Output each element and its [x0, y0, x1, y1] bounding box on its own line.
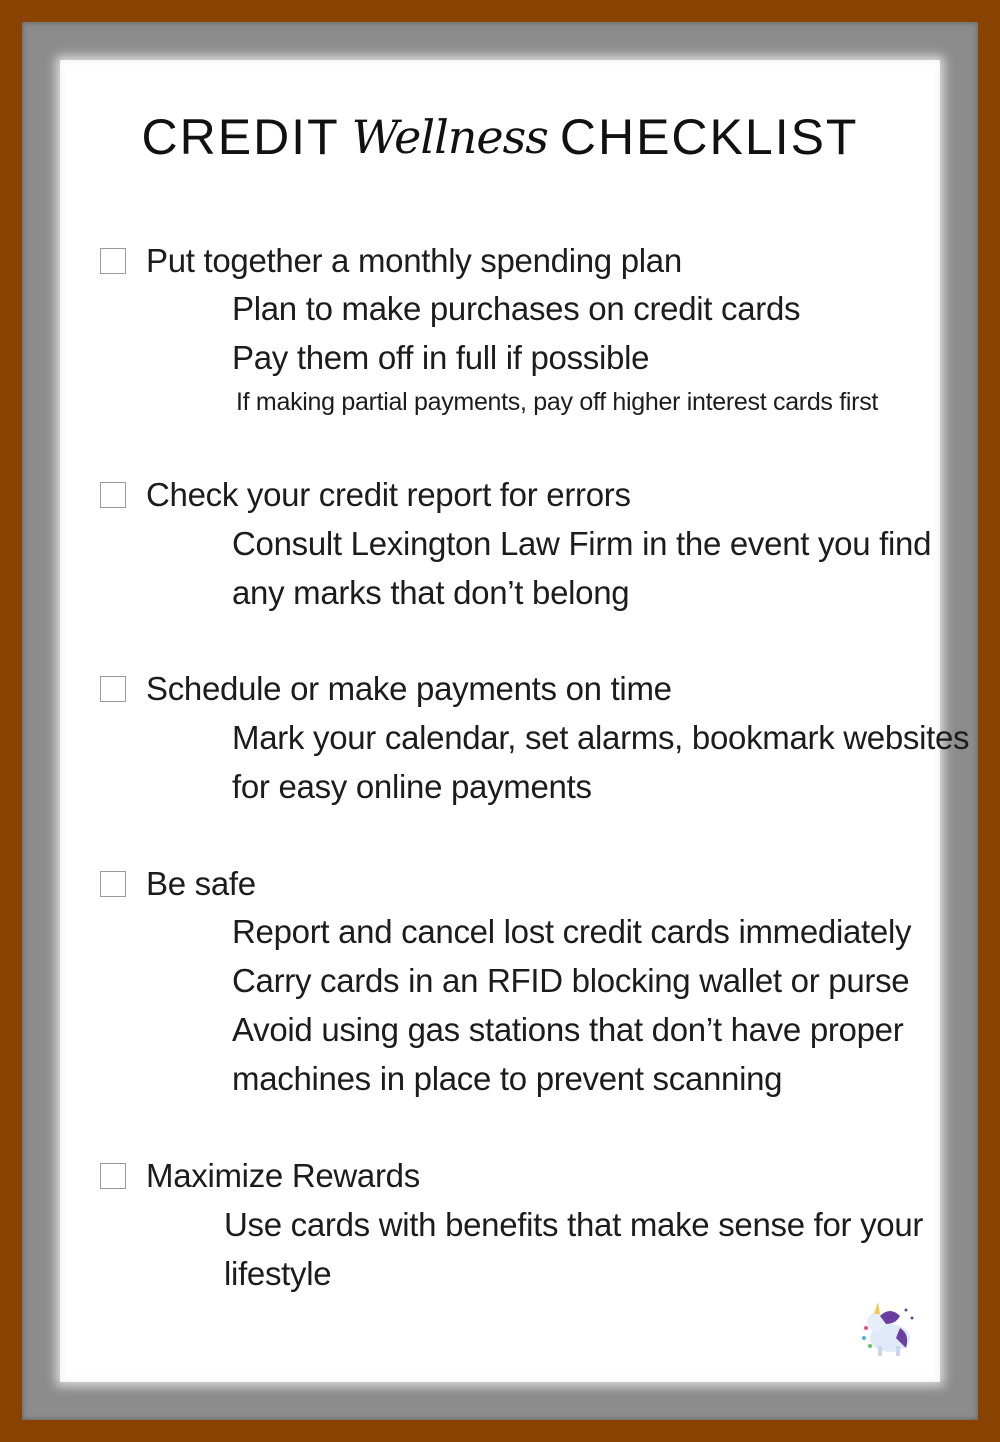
- item-detail: Plan to make purchases on credit cards: [232, 290, 801, 327]
- checkbox-icon[interactable]: [100, 1163, 126, 1189]
- item-detail: Use cards with benefits that make sense for your: [224, 1206, 924, 1243]
- item-detail: Report and cancel lost credit cards immediately: [232, 913, 912, 950]
- unicorn-logo-icon: [856, 1298, 920, 1362]
- title-wellness-script: Wellness: [351, 110, 548, 164]
- item-detail: lifestyle: [224, 1255, 332, 1292]
- item-detail: Consult Lexington Law Firm in the event you find: [232, 525, 932, 562]
- item-heading: Maximize Rewards: [146, 1157, 420, 1194]
- checkbox-icon[interactable]: [100, 482, 126, 508]
- title-checklist: CHECKLIST: [559, 109, 859, 165]
- item-detail: any marks that don’t belong: [232, 574, 630, 611]
- title-credit: CREDIT: [141, 109, 340, 165]
- item-detail: Mark your calendar, set alarms, bookmark websites: [232, 719, 970, 756]
- page-title: [0, 108, 1000, 166]
- item-detail: Pay them off in full if possible: [232, 339, 650, 376]
- item-heading: Be safe: [146, 865, 256, 902]
- item-detail: Avoid using gas stations that don’t have proper: [232, 1011, 904, 1048]
- item-detail: for easy online payments: [232, 768, 592, 805]
- checkbox-icon[interactable]: [100, 871, 126, 897]
- item-heading: Check your credit report for errors: [146, 476, 631, 513]
- item-detail: Carry cards in an RFID blocking wallet or purse: [232, 962, 910, 999]
- checkbox-icon[interactable]: [100, 248, 126, 274]
- checkbox-icon[interactable]: [100, 676, 126, 702]
- item-heading: Schedule or make payments on time: [146, 670, 672, 707]
- item-heading: Put together a monthly spending plan: [146, 242, 682, 279]
- item-detail: If making partial payments, pay off higher interest cards first: [236, 388, 879, 416]
- item-detail: machines in place to prevent scanning: [232, 1060, 783, 1097]
